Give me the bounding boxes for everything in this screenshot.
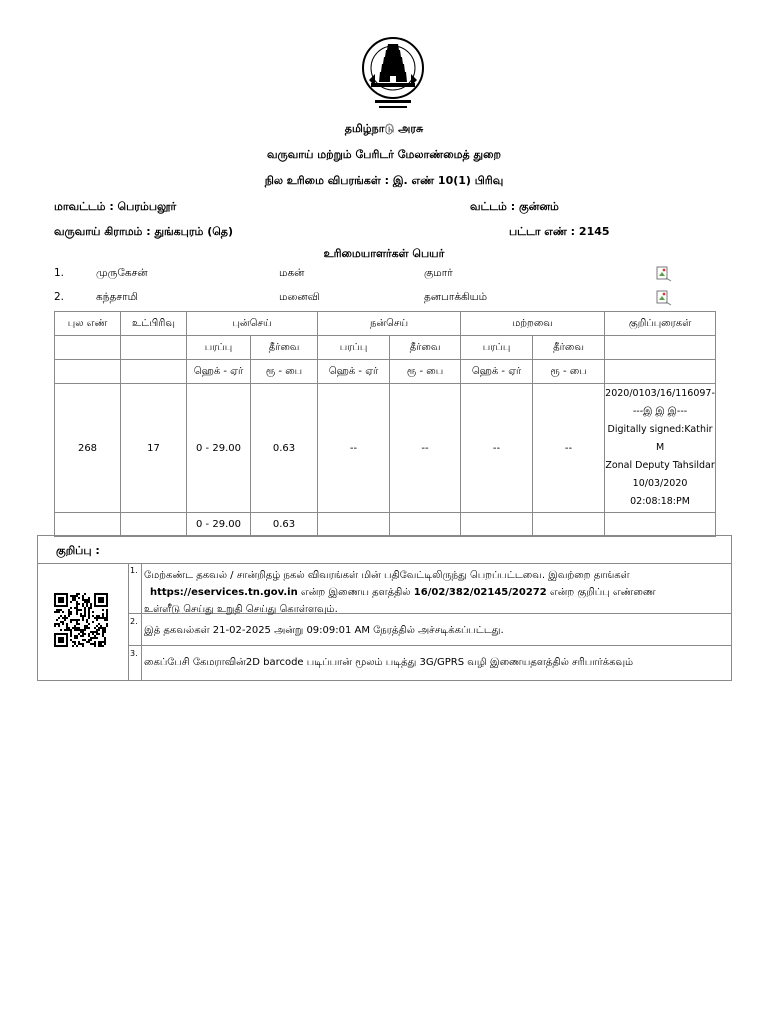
remark-line: Zonal Deputy Tahsildar xyxy=(605,460,715,471)
other-tax: -- xyxy=(533,384,605,513)
unit-label: ஹெக் - ஏர் xyxy=(318,360,390,384)
unit-label: ஹெக் - ஏர் xyxy=(461,360,533,384)
qr-code-icon xyxy=(54,593,108,647)
department-name: வருவாய் மற்றும் பேரிடர் மேலாண்மைத் துறை xyxy=(267,148,501,161)
owner-relation: மகன் xyxy=(279,267,305,279)
sub-header: தீர்வை xyxy=(251,336,318,360)
note-item xyxy=(128,563,731,614)
survey-number: 268 xyxy=(55,384,121,513)
unit-label: ரூ - பை xyxy=(251,360,318,384)
sub-header: தீர்வை xyxy=(390,336,461,360)
table-header-row xyxy=(55,312,716,336)
note-number: 3. xyxy=(130,649,138,658)
reference-number: 16/02/382/02145/20272 xyxy=(413,587,547,598)
unit-label: ரூ - பை xyxy=(390,360,461,384)
owner-relative: தனபாக்கியம் xyxy=(424,291,488,303)
owner-relation: மனைவி xyxy=(279,291,320,303)
col-header: புல எண் xyxy=(55,312,121,336)
sub-header: பரப்பு xyxy=(461,336,533,360)
note-text: கைப்பேசி கேமராவின்2D barcode படிப்பான் மூலம் படித்து 3G/GPRS வழி இணையதளத்தில் சரிபார்க்கவும் xyxy=(144,657,634,668)
remark-line: M xyxy=(655,442,665,453)
notes-box xyxy=(37,535,732,681)
table-row xyxy=(55,384,716,513)
owner-row xyxy=(54,267,694,283)
other-area: -- xyxy=(461,384,533,513)
eservices-link[interactable]: https://eservices.tn.gov.in xyxy=(150,587,298,598)
col-header: புன்செய் xyxy=(187,312,318,336)
note-text: இத் தகவல்கள் 21-02-2025 அன்று 09:09:01 AM நேரத்தில் அச்சடிக்கப்பட்டது. xyxy=(144,625,504,636)
govt-name: தமிழ்நாடு அரசு xyxy=(344,122,424,135)
punsei-tax: 0.63 xyxy=(251,384,318,513)
note-number: 2. xyxy=(130,617,138,626)
col-header: நன்செய் xyxy=(318,312,461,336)
owners-heading: உரிமையாளர்கள் பெயர் xyxy=(323,247,445,260)
owner-number: 1. xyxy=(54,267,65,279)
taluk-label: வட்டம் : குன்னம் xyxy=(470,200,559,213)
subdivision: 17 xyxy=(121,384,187,513)
owner-number: 2. xyxy=(54,291,65,303)
note-item xyxy=(128,614,731,646)
note-number: 1. xyxy=(130,566,138,575)
broken-image-icon xyxy=(656,290,672,306)
total-punsei-area: 0 - 29.00 xyxy=(187,513,251,537)
total-punsei-tax: 0.63 xyxy=(251,513,318,537)
land-details-table xyxy=(54,311,716,537)
nansei-area: -- xyxy=(318,384,390,513)
remarks-cell xyxy=(605,384,716,513)
owner-name: கந்தசாமி xyxy=(96,291,138,303)
sub-header: தீர்வை xyxy=(533,336,605,360)
note-item xyxy=(128,646,731,680)
table-subheader-row xyxy=(55,336,716,360)
owner-relative: குமார் xyxy=(424,267,453,279)
district-label: மாவட்டம் : பெரம்பலூர் xyxy=(54,200,177,213)
owner-row xyxy=(54,291,694,307)
nansei-tax: -- xyxy=(390,384,461,513)
remark-line: ---இ இ இ--- xyxy=(632,406,688,417)
patta-number: பட்டா எண் : 2145 xyxy=(509,225,610,238)
col-header: உட்பிரிவு xyxy=(121,312,187,336)
unit-label: ஹெக் - ஏர் xyxy=(187,360,251,384)
punsei-area: 0 - 29.00 xyxy=(187,384,251,513)
remark-line: 10/03/2020 xyxy=(632,478,688,489)
remark-line: 2020/0103/16/116097- xyxy=(605,388,715,399)
tamil-nadu-emblem-icon xyxy=(361,36,425,114)
sub-header: பரப்பு xyxy=(187,336,251,360)
sub-header: பரப்பு xyxy=(318,336,390,360)
unit-label: ரூ - பை xyxy=(533,360,605,384)
village-label: வருவாய் கிராமம் : துங்கபுரம் (தெ) xyxy=(54,225,234,238)
col-header: மற்றவை xyxy=(461,312,605,336)
notes-title: குறிப்பு : xyxy=(56,544,100,557)
col-header: குறிப்புரைகள் xyxy=(605,312,716,336)
table-units-row xyxy=(55,360,716,384)
table-total-row xyxy=(55,513,716,537)
note-text: மேற்கண்ட தகவல் / சான்றிதழ் நகல் விவரங்கள் மின் பதிவேட்டிலிருந்து பெறப்பட்டவை. இவற்றை தாங்கள் https://eservices.tn.gov.in என்ற இணைய தளத்தில் 16/02/382/02145/20272 என்ற குறிப்பு எண்ணை உள்ளீடு செய்து உறுதி செய்து கொள்ளவும். xyxy=(144,570,656,615)
broken-image-icon xyxy=(656,266,672,282)
document-title: நில உரிமை விபரங்கள் : இ. எண் 10(1) பிரிவு xyxy=(264,174,504,187)
remark-line: 02:08:18:PM xyxy=(630,496,690,507)
owner-name: முருகேசன் xyxy=(96,267,148,279)
remark-line: Digitally signed:Kathir xyxy=(607,424,713,435)
